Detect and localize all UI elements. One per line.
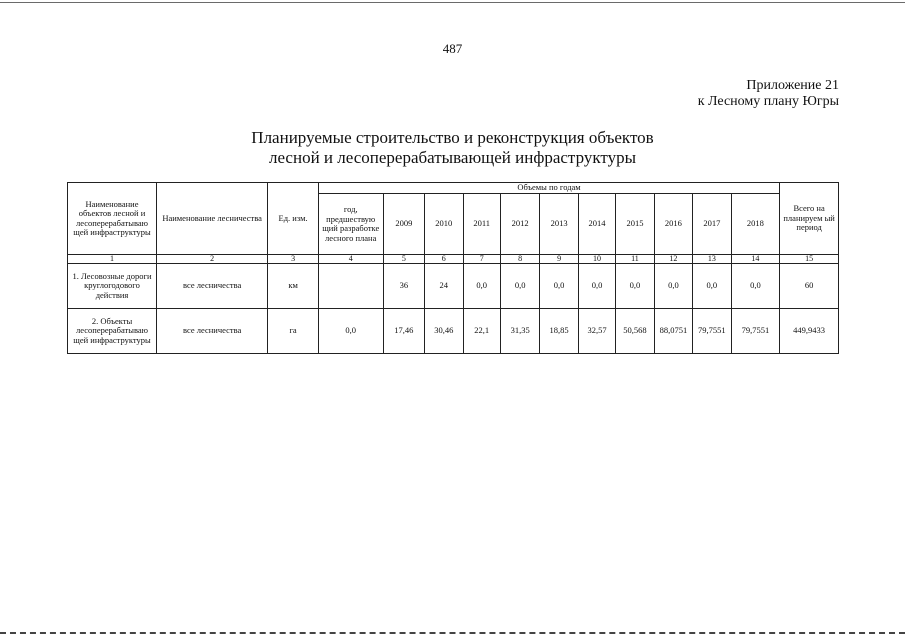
- column-numbers-row: [68, 255, 839, 264]
- row-value: 17,46: [383, 309, 424, 354]
- column-number: 4: [318, 255, 383, 264]
- row-value: 0,0: [540, 264, 578, 309]
- row-value: 24: [425, 264, 463, 309]
- column-number: 14: [731, 255, 780, 264]
- header-volumes-by-year: Объемы по годам: [318, 183, 779, 194]
- infrastructure-table: [67, 182, 839, 354]
- header-year: 2014: [578, 194, 615, 255]
- column-number: 9: [540, 255, 578, 264]
- row-value: 32,57: [578, 309, 615, 354]
- document-title: [0, 128, 905, 168]
- column-number: 6: [425, 255, 463, 264]
- column-number: 10: [578, 255, 615, 264]
- row-total: 60: [780, 264, 839, 309]
- header-previous-year: год, предшествую щий разработке лесного плана: [318, 194, 383, 255]
- column-number: 11: [616, 255, 654, 264]
- row-object-name: 2. Объекты лесоперерабатываю щей инфраструктуры: [68, 309, 157, 354]
- document-title-line-1: Планируемые строительство и реконструкция объектов: [251, 128, 654, 147]
- row-value: 0,0: [500, 264, 539, 309]
- header-year: 2016: [654, 194, 692, 255]
- row-value: 0,0: [318, 309, 383, 354]
- row-object-name: 1. Лесовозные дороги круглогодового действия: [68, 264, 157, 309]
- header-forestry-name: Наименование лесничества: [157, 183, 268, 255]
- column-number: 15: [780, 255, 839, 264]
- row-value: 0,0: [578, 264, 615, 309]
- row-value: 88,0751: [654, 309, 692, 354]
- row-forestry: все лесничества: [157, 264, 268, 309]
- header-total: Всего на планируем ый период: [780, 183, 839, 255]
- row-value: 0,0: [616, 264, 654, 309]
- row-value: 36: [383, 264, 424, 309]
- row-value: 0,0: [463, 264, 500, 309]
- row-value: 31,35: [500, 309, 539, 354]
- column-number: 2: [157, 255, 268, 264]
- row-value: 79,7551: [693, 309, 731, 354]
- header-year: 2018: [731, 194, 780, 255]
- row-value: 0,0: [731, 264, 780, 309]
- row-value: 0,0: [693, 264, 731, 309]
- header-year: 2009: [383, 194, 424, 255]
- row-unit: км: [268, 264, 319, 309]
- row-forestry: все лесничества: [157, 309, 268, 354]
- appendix-line-1: Приложение 21: [746, 78, 839, 93]
- page-number: 487: [442, 41, 463, 56]
- column-number: 12: [654, 255, 692, 264]
- header-year: 2010: [425, 194, 463, 255]
- column-number: 3: [268, 255, 319, 264]
- row-value: [318, 264, 383, 309]
- row-value: 22,1: [463, 309, 500, 354]
- header-unit: Ед. изм.: [268, 183, 319, 255]
- appendix-line-2: к Лесному плану Югры: [697, 94, 839, 109]
- table-row: [68, 264, 839, 309]
- appendix-reference: [698, 78, 839, 110]
- row-value: 18,85: [540, 309, 578, 354]
- table-row: [68, 309, 839, 354]
- document-title-line-2: лесной и лесоперерабатывающей инфраструктуры: [268, 148, 637, 167]
- row-value: 50,568: [616, 309, 654, 354]
- row-value: 30,46: [425, 309, 463, 354]
- column-number: 1: [68, 255, 157, 264]
- header-year: 2012: [500, 194, 539, 255]
- header-year: 2017: [693, 194, 731, 255]
- row-total: 449,9433: [780, 309, 839, 354]
- header-year: 2011: [463, 194, 500, 255]
- header-year: 2015: [616, 194, 654, 255]
- row-unit: га: [268, 309, 319, 354]
- column-number: 13: [693, 255, 731, 264]
- scan-top-edge: [0, 2, 905, 3]
- header-object-name: Наименование объектов лесной и лесоперерабатываю щей инфраструктуры: [68, 183, 157, 255]
- row-value: 79,7551: [731, 309, 780, 354]
- header-year: 2013: [540, 194, 578, 255]
- row-value: 0,0: [654, 264, 692, 309]
- column-number: 7: [463, 255, 500, 264]
- scan-bottom-edge: [0, 632, 905, 634]
- column-number: 8: [500, 255, 539, 264]
- column-number: 5: [383, 255, 424, 264]
